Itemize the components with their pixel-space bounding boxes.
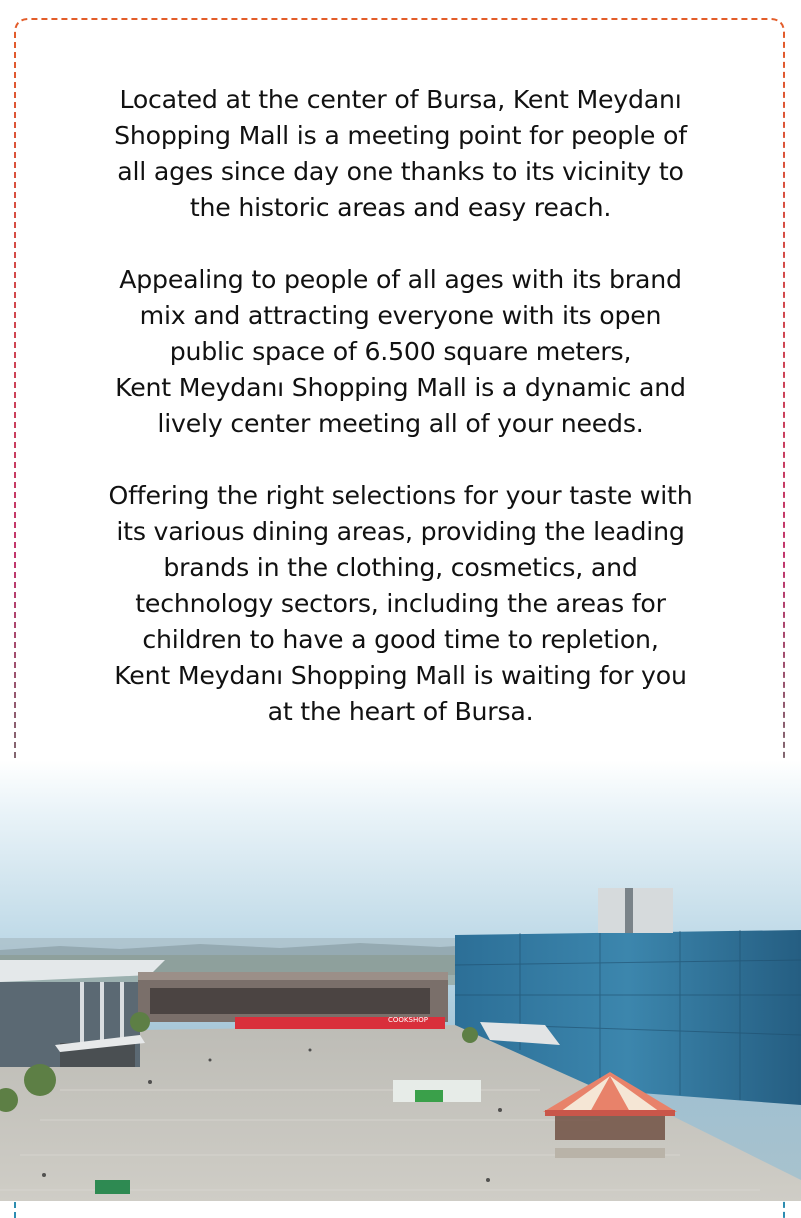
paragraph-brand-mix: Appealing to people of all ages with its brand mix and attracting everyone with its open public space of 6.500 square meters, Kent Meydanı Shopping Mall is a dynamic and lively center meeting all of your needs. <box>115 265 686 438</box>
mall-aerial-photo <box>0 760 801 1201</box>
paragraph-intro: Located at the center of Bursa, Kent Meydanı Shopping Mall is a meeting point for people of all ages since day one thanks to its vicinity to the historic areas and easy reach. <box>114 85 687 222</box>
office-tower <box>598 888 673 933</box>
description-text <box>40 82 761 766</box>
store-sign: COOKSHOP <box>388 1016 428 1024</box>
kiosk <box>95 1180 130 1194</box>
mall-aerial-illustration <box>0 760 801 1201</box>
paragraph-offerings: Offering the right selections for your taste with its various dining areas, providing the leading brands in the clothing, cosmetics, and technology sectors, including the areas for children to have a good time to repletion, Kent Meydanı Shopping Mall is waiting for you at the heart of Bursa. <box>108 481 693 726</box>
